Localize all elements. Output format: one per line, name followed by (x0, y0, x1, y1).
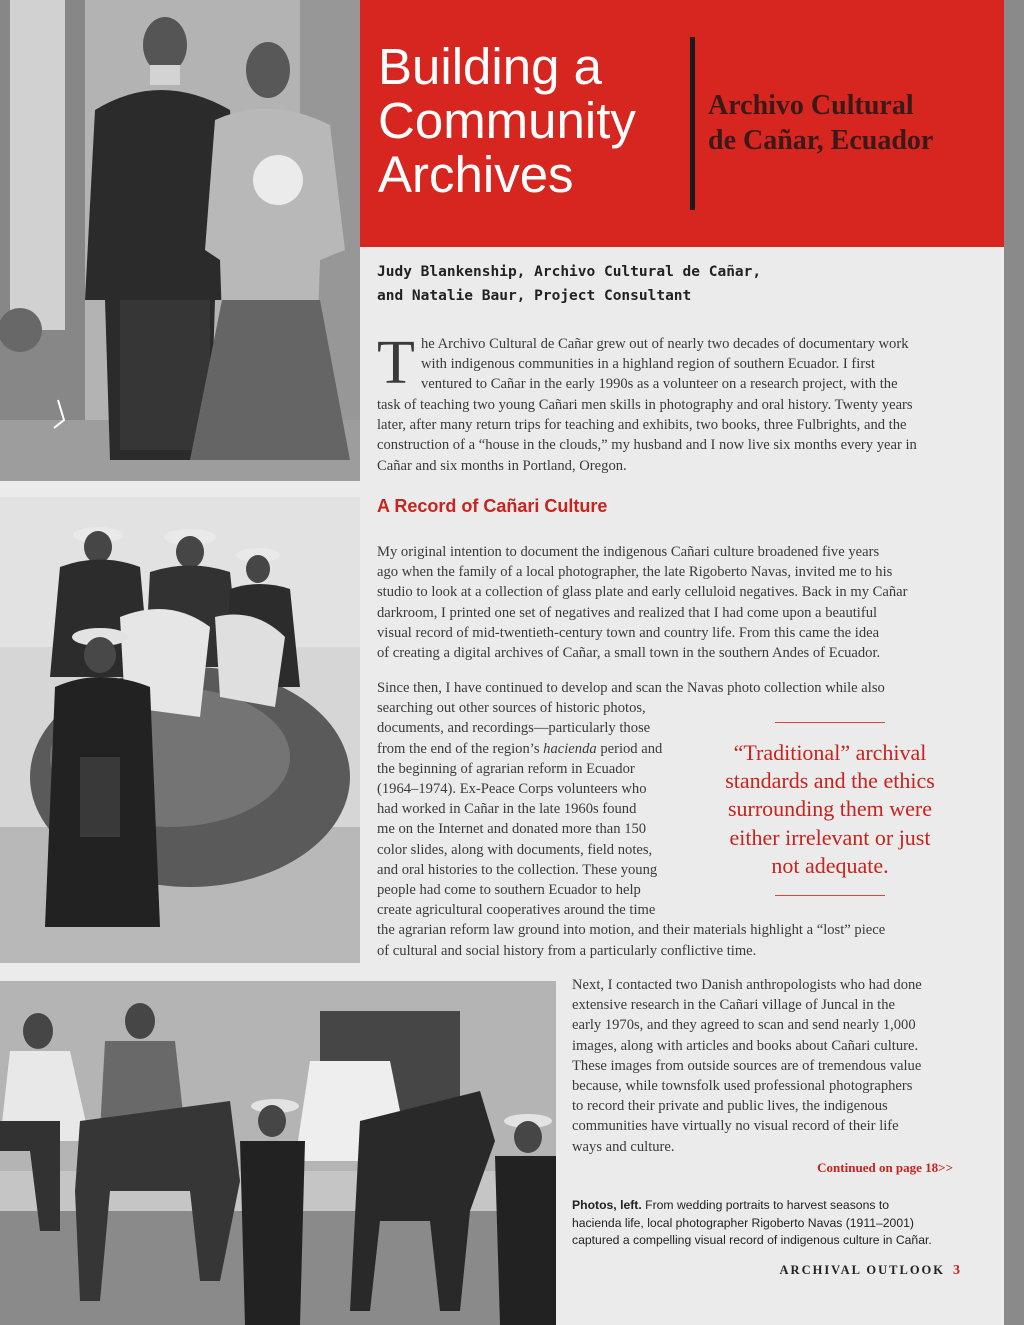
caption-line: captured a compelling visual record of indigenous culture in Cañar. (572, 1233, 932, 1247)
para3-line: because, while townsfolk used professional photographers (572, 1078, 913, 1095)
intro-line: construction of a “house in the clouds,” my husband and I now live six months every year in (377, 437, 917, 454)
para3-line: to record their private and public lives, the indigenous (572, 1098, 888, 1115)
para2-line: the agrarian reform law ground into motion, and their materials highlight a “lost” piece (377, 922, 886, 939)
pull-quote-line: not adequate. (771, 852, 889, 878)
para3-line: images, along with articles and books about Cañari culture. (572, 1037, 919, 1054)
para2-line: people had come to southern Ecuador to help (377, 882, 641, 899)
intro-line: Cañar and six months in Portland, Oregon. (377, 457, 627, 474)
para3-line: extensive research in the Cañari village of Juncal in the (572, 997, 895, 1014)
para1-line: visual record of mid-twentieth-century town and country life. From this came the idea (377, 624, 880, 641)
para3-line: communities have virtually no visual record of their life (572, 1118, 899, 1135)
para2-fragment: from the end of the region’s (377, 740, 544, 757)
para2-line: of cultural and social history from a particularly conflictive time. (377, 942, 757, 959)
header-divider (690, 37, 695, 210)
paragraph-1 (377, 542, 908, 663)
caption-line: hacienda life, local photographer Rigoberto Navas (1911–2001) (572, 1215, 914, 1230)
section-heading: A Record of Cañari Culture (377, 496, 608, 516)
byline-line: and Natalie Baur, Project Consultant (377, 288, 692, 304)
para2-italic: hacienda (543, 740, 597, 757)
pull-quote-line: either irrelevant or just (729, 824, 931, 850)
byline (377, 260, 977, 308)
para2-line: searching out other sources of historic photos, (377, 700, 646, 717)
para3-line: Next, I contacted two Danish anthropologists who had done (572, 977, 922, 993)
para3-line: early 1970s, and they agreed to scan and send nearly 1,000 (572, 1017, 916, 1034)
pull-quote-line: surrounding them were (727, 796, 933, 822)
para1-line: of creating a digital archives of Cañar, a small town in the southern Andes of Ecuador. (377, 645, 881, 662)
horse-riders-photo (0, 981, 556, 1325)
continued-on-page-link[interactable]: Continued on page 18>> (817, 1160, 953, 1175)
caption-line (572, 1197, 952, 1215)
para2-line: the beginning of agrarian reform in Ecuador (377, 760, 635, 777)
title-banner (360, 0, 1004, 247)
subtitle-line: Archivo Cultural (708, 90, 914, 121)
article-subtitle (708, 88, 998, 158)
para1-line: darkroom, I printed one set of negatives and realized that I had come upon a beautiful (377, 604, 878, 621)
caption-text: From wedding portraits to harvest seasons to (641, 1198, 889, 1212)
subtitle-line: de Cañar, Ecuador (708, 125, 934, 156)
title-line: Building a (378, 38, 602, 95)
group-on-rock-photo (0, 497, 360, 963)
wedding-couple-photo (0, 0, 360, 481)
intro-line: he Archivo Cultural de Cañar grew out of nearly two decades of documentary work (421, 336, 909, 352)
para3-line: These images from outside sources are of tremendous value (572, 1057, 922, 1074)
pull-quote-line: “Traditional” archival (733, 740, 927, 765)
photo-caption (572, 1197, 952, 1250)
pull-quote-bottom-rule (775, 895, 885, 896)
para2-line: (1964–1974). Ex-Peace Corps volunteers who (377, 781, 647, 798)
page-number: 3 (953, 1263, 960, 1278)
paragraph-3 (572, 975, 922, 1157)
caption-label: Photos, left. (572, 1198, 642, 1212)
para2-line: and oral histories to the collection. These young (377, 861, 658, 878)
pull-quote-line: standards and the ethics (725, 768, 935, 794)
page-edge-bar (1004, 0, 1024, 1325)
page-footer (700, 1263, 960, 1279)
pull-quote-top-rule (775, 722, 885, 723)
para2-line: me on the Internet and donated more than 150 (377, 821, 647, 838)
para2-line: documents, and recordings—particularly those (377, 720, 651, 737)
intro-line: later, after many return trips for teaching and exhibits, two books, three Fulbrights, and the (377, 417, 907, 434)
para1-line: ago when the family of a local photographer, the late Rigoberto Navas, invited me to his (377, 564, 893, 581)
para1-line: My original intention to document the indigenous Cañari culture broadened five years (377, 544, 880, 560)
article-title (378, 40, 678, 202)
intro-paragraph-top (421, 334, 909, 395)
para1-line: studio to look at a collection of glass plate and early celluloid negatives. Back in my Cañar (377, 584, 908, 601)
intro-paragraph-bottom (377, 395, 917, 476)
para2-line: had worked in Cañar in the late 1960s found (377, 801, 637, 818)
title-line: Archives (378, 146, 574, 203)
drop-cap: T (377, 329, 415, 397)
intro-line: with indigenous communities in a highland region of southern Ecuador. I first (421, 356, 875, 373)
pull-quote (706, 739, 954, 880)
intro-line: task of teaching two young Cañari men skills in photography and oral history. Twenty years (377, 397, 913, 413)
intro-line: ventured to Cañar in the early 1990s as a volunteer on a research project, with the (421, 376, 898, 393)
para3-line: ways and culture. (572, 1138, 675, 1155)
byline-line: Judy Blankenship, Archivo Cultural de Cañar, (377, 264, 762, 280)
para2-fragment: period and (596, 740, 663, 757)
publication-name: ARCHIVAL OUTLOOK (779, 1263, 945, 1277)
para2-line: color slides, along with documents, field notes, (377, 841, 653, 858)
title-line: Community (378, 92, 636, 149)
para2-line: Since then, I have continued to develop and scan the Navas photo collection while also (377, 680, 885, 696)
para2-line: create agricultural cooperatives around the time (377, 902, 656, 919)
